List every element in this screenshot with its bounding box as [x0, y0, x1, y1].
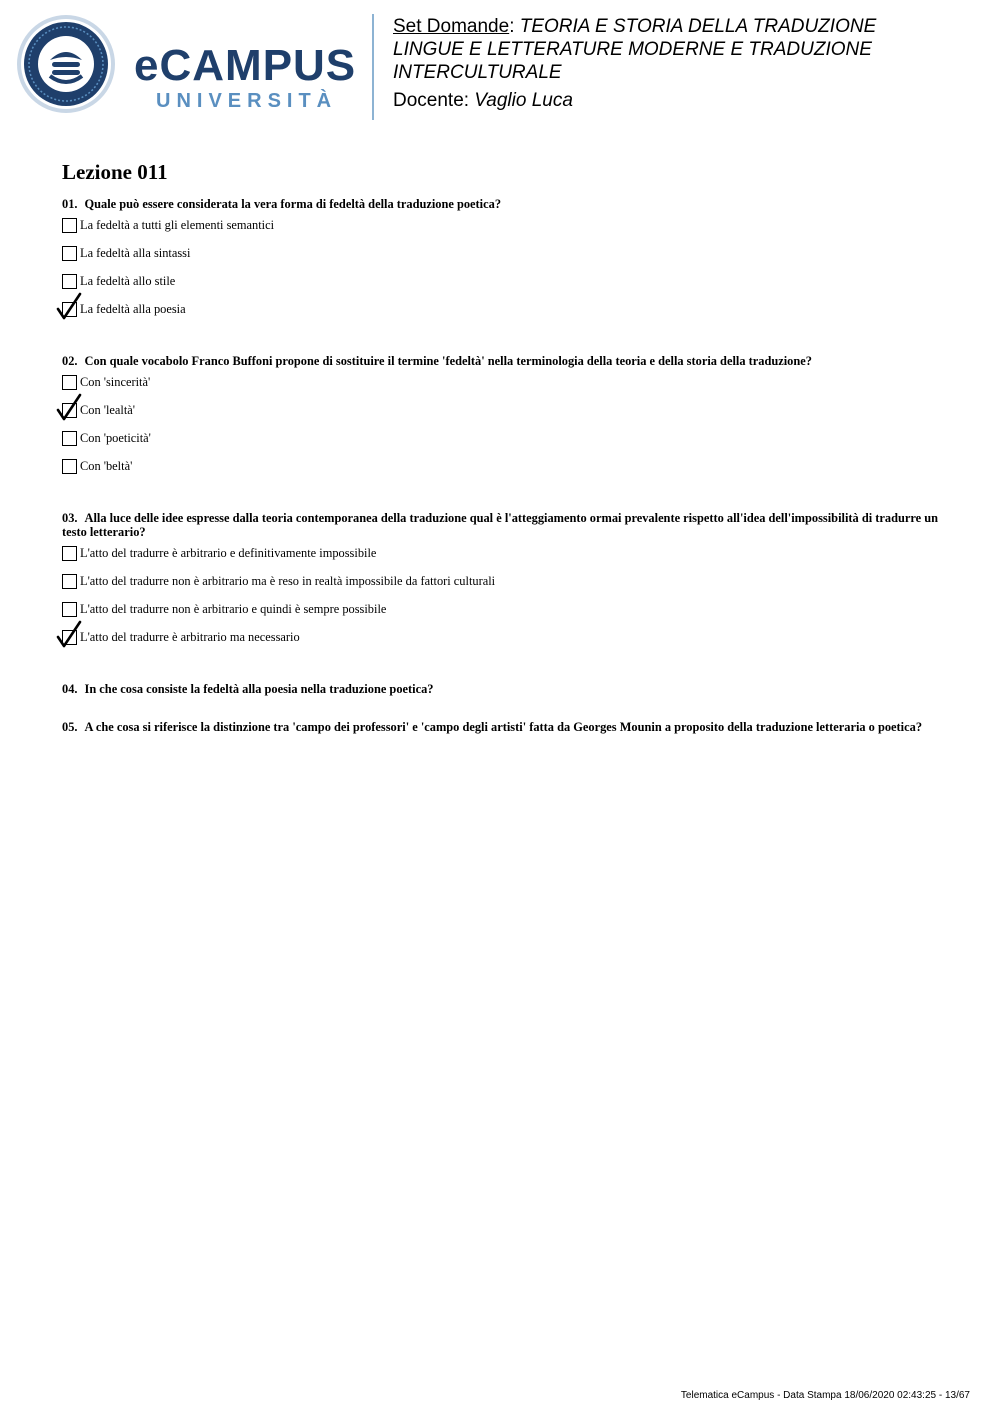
question-text [62, 511, 942, 539]
docente-name: Vaglio Luca [474, 90, 573, 111]
answer-option[interactable] [62, 218, 942, 246]
question-3 [62, 511, 942, 658]
question-body: Quale può essere considerata la vera forma di fedeltà della traduzione poetica? [84, 197, 502, 211]
question-number: 01. [62, 197, 78, 211]
option-label: Con 'sincerità' [80, 375, 151, 389]
ecampus-logo [16, 14, 361, 118]
option-label: La fedeltà alla sintassi [80, 246, 191, 260]
question-5 [62, 720, 942, 734]
option-label: Con 'beltà' [80, 459, 133, 473]
page-footer: Telematica eCampus - Data Stampa 18/06/2020 02:43:25 - 13/67 [680, 1390, 970, 1401]
course-title: TEORIA E STORIA DELLA TRADUZIONE [519, 16, 877, 37]
answer-option[interactable] [62, 274, 942, 302]
answer-option[interactable] [62, 602, 942, 630]
option-label: La fedeltà alla poesia [80, 302, 186, 316]
checkbox[interactable] [62, 246, 77, 261]
option-label: La fedeltà allo stile [80, 274, 176, 288]
question-body: Con quale vocabolo Franco Buffoni propone di sostituire il termine 'fedeltà' nella terminologia della teoria e della storia della traduzione? [84, 354, 812, 368]
brand-subtitle: UNIVERSITÀ [156, 90, 338, 112]
answer-option[interactable] [62, 375, 942, 403]
checkbox[interactable] [62, 218, 77, 233]
option-label: L'atto del tradurre non è arbitrario e quindi è sempre possibile [80, 602, 387, 616]
question-text [62, 682, 942, 696]
course-title-line [393, 15, 983, 38]
option-label: L'atto del tradurre non è arbitrario ma è reso in realtà impossibile da fattori culturali [80, 574, 496, 588]
question-4 [62, 682, 942, 696]
question-1 [62, 197, 942, 330]
question-text [62, 720, 942, 734]
lesson-title: Lezione 011 [62, 160, 168, 184]
checkmark-icon [56, 620, 82, 648]
checkbox[interactable] [62, 274, 77, 289]
question-number: 05. [62, 720, 78, 734]
brand-e: e [134, 41, 160, 90]
docente-line [393, 89, 983, 112]
checkmark-icon [56, 393, 82, 421]
answer-option[interactable] [62, 630, 942, 658]
course-program-cont: INTERCULTURALE [393, 62, 562, 83]
brand-wordmark [134, 41, 357, 90]
checkbox[interactable] [62, 375, 77, 390]
docente-label: Docente: [393, 90, 475, 111]
checkbox[interactable] [62, 602, 77, 617]
course-header [393, 15, 983, 112]
course-line-3 [393, 61, 983, 84]
question-number: 03. [62, 511, 78, 525]
checkbox[interactable] [62, 574, 77, 589]
question-set [62, 160, 942, 758]
question-body: A che cosa si riferisce la distinzione tra 'campo dei professori' e 'campo degli artisti' fatta da Georges Mounin a proposito della traduzione letteraria o poetica? [84, 720, 923, 734]
course-line-2 [393, 38, 983, 61]
university-seal-icon [16, 14, 116, 114]
checkbox[interactable] [62, 431, 77, 446]
answer-option[interactable] [62, 431, 942, 459]
answer-option[interactable] [62, 403, 942, 431]
question-body: Alla luce delle idee espresse dalla teoria contemporanea della traduzione qual è l'atteggiamento ormai prevalente rispetto all'idea dell'impossibilità di tradurre un testo letterario? [62, 511, 939, 539]
checkbox[interactable] [62, 546, 77, 561]
question-text [62, 197, 942, 211]
question-2 [62, 354, 942, 487]
question-number: 02. [62, 354, 78, 368]
set-separator: : [509, 16, 520, 37]
question-text [62, 354, 942, 368]
option-label: Con 'lealtà' [80, 403, 136, 417]
option-label: La fedeltà a tutti gli elementi semantici [80, 218, 275, 232]
course-program: LINGUE E LETTERATURE MODERNE E TRADUZIONE [393, 39, 872, 60]
option-label: L'atto del tradurre è arbitrario e definitivamente impossibile [80, 546, 377, 560]
answer-option[interactable] [62, 302, 942, 330]
question-list [62, 197, 942, 734]
answer-option[interactable] [62, 459, 942, 487]
question-body: In che cosa consiste la fedeltà alla poesia nella traduzione poetica? [84, 682, 434, 696]
answer-option[interactable] [62, 246, 942, 274]
answer-option[interactable] [62, 546, 942, 574]
question-number: 04. [62, 682, 78, 696]
option-label: Con 'poeticità' [80, 431, 151, 445]
header-divider [372, 14, 374, 120]
answer-option[interactable] [62, 574, 942, 602]
checkmark-icon [56, 292, 82, 320]
set-domande-label: Set Domande [393, 16, 510, 37]
checkbox[interactable] [62, 459, 77, 474]
option-label: L'atto del tradurre è arbitrario ma necessario [80, 630, 300, 644]
brand-main: CAMPUS [159, 41, 357, 90]
